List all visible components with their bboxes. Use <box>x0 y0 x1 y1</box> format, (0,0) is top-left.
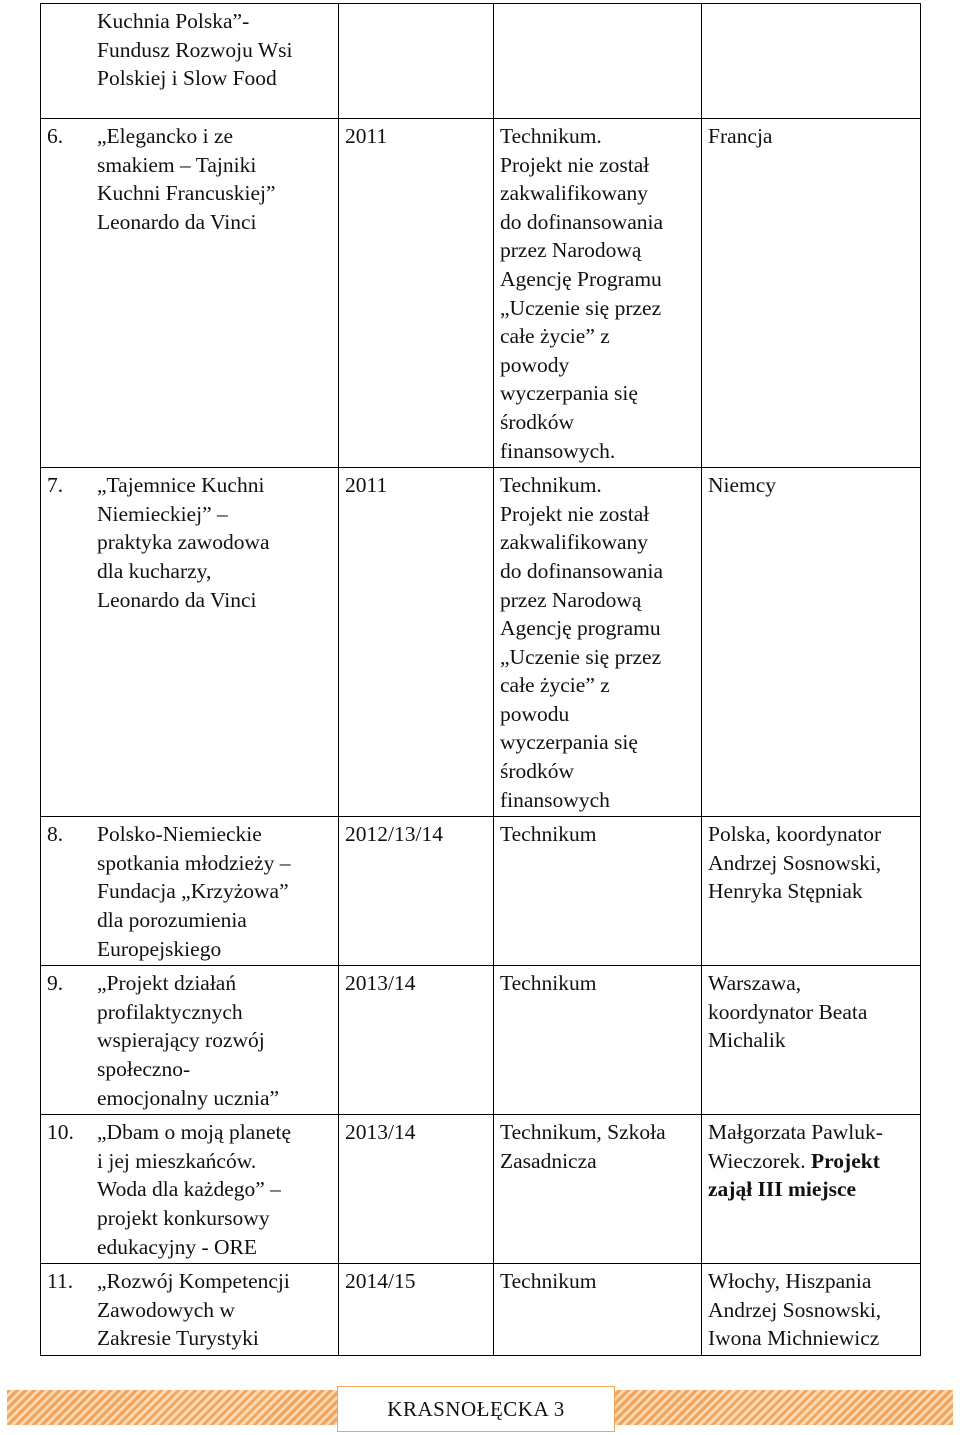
partner-cell: Warszawa, koordynator Beata Michalik <box>702 966 921 1115</box>
title-line: Woda dla każdego” – <box>97 1177 281 1202</box>
table-row <box>41 468 921 817</box>
title-line: Kuchni Francuskiej” <box>97 181 276 206</box>
title-line: Polsko-Niemieckie <box>97 822 262 847</box>
title-line: smakiem – Tajniki <box>97 152 257 177</box>
partner-cell: Małgorzata Pawluk- Wieczorek. Projekt zajął III miejsce <box>702 1115 921 1264</box>
title-line: Europejskiego <box>97 936 222 961</box>
table-row <box>41 119 921 468</box>
partner-cell: Niemcy <box>702 468 921 817</box>
title-line: dla porozumienia <box>97 908 247 933</box>
table-row <box>41 817 921 966</box>
year-cell: 2011 <box>339 468 494 817</box>
title-line: praktyka zawodowa <box>97 530 270 555</box>
project-title-cell <box>41 468 339 817</box>
title-line: Polskiej i Slow Food <box>97 66 277 91</box>
title-line: Leonardo da Vinci <box>97 587 257 612</box>
project-title-cell <box>41 119 339 468</box>
partner-cell: Francja <box>702 119 921 468</box>
title-line: spotkania młodzieży – <box>97 850 291 875</box>
title-line: Fundacja „Krzyżowa” <box>97 879 289 904</box>
school-cell: Technikum. Projekt nie został zakwalifikowany do dofinansowania przez Narodową Agencję programu „Uczenie się przez całe życie” z powodu wyczerpania się środków finansowych <box>494 468 702 817</box>
row-number: 10. <box>47 1120 74 1145</box>
title-line: „Elegancko i ze <box>97 124 234 148</box>
title-line: edukacyjny - ORE <box>97 1234 258 1259</box>
title-line: społeczno- <box>97 1057 191 1081</box>
title-line: Zawodowych w <box>97 1297 235 1322</box>
award-note: Projekt <box>811 1148 880 1173</box>
row-number <box>47 7 97 93</box>
title-line: Niemieckiej” – <box>97 501 228 526</box>
row-number: 8. <box>47 822 64 847</box>
table-row <box>41 4 921 119</box>
title-line: Zakresie Turystyki <box>97 1326 259 1351</box>
title-line: emocjonalny ucznia” <box>97 1085 280 1110</box>
title-line: „Projekt działań <box>97 971 237 996</box>
title-line: i jej mieszkańców. <box>97 1148 257 1173</box>
footer-address-label <box>337 1386 615 1432</box>
project-title-cell <box>41 966 339 1115</box>
table-row <box>41 966 921 1115</box>
school-cell: Technikum. Projekt nie został zakwalifikowany do dofinansowania przez Narodową Agencję Programu „Uczenie się przez całe życie” z powody wyczerpania się środków finansowych. <box>494 119 702 468</box>
title-line: projekt konkursowy <box>97 1205 270 1230</box>
title-line: Kuchnia Polska”- <box>97 9 250 33</box>
table-row <box>41 1115 921 1264</box>
projects-table <box>40 3 921 1356</box>
school-cell <box>494 4 702 119</box>
row-number: 7. <box>47 473 64 498</box>
table-row <box>41 1264 921 1356</box>
title-line: dla kucharzy, <box>97 558 212 583</box>
title-line: „Rozwój Kompetencji <box>97 1269 290 1294</box>
partner-cell: Włochy, Hiszpania Andrzej Sosnowski, Iwona Michniewicz <box>702 1264 921 1356</box>
title-line: profilaktycznych <box>97 999 243 1024</box>
project-title-cell <box>41 1115 339 1264</box>
year-cell: 2014/15 <box>339 1264 494 1356</box>
project-title-cell <box>41 4 339 119</box>
title-line: „Tajemnice Kuchni <box>97 473 265 498</box>
year-cell <box>339 4 494 119</box>
project-title-cell <box>41 1264 339 1356</box>
title-line: Leonardo da Vinci <box>97 209 257 234</box>
year-cell: 2013/14 <box>339 966 494 1115</box>
award-note: zajął III miejsce <box>708 1177 857 1202</box>
title-line: wspierający rozwój <box>97 1028 265 1053</box>
row-number: 6. <box>47 124 64 148</box>
school-cell: Technikum <box>494 1264 702 1356</box>
school-cell: Technikum <box>494 966 702 1115</box>
row-number: 11. <box>47 1269 74 1294</box>
partner-cell: Polska, koordynator Andrzej Sosnowski, Henryka Stępniak <box>702 817 921 966</box>
partner-cell <box>702 4 921 119</box>
title-line: „Dbam o moją planetę <box>97 1120 292 1145</box>
row-number: 9. <box>47 971 64 996</box>
project-title-cell <box>41 817 339 966</box>
footer-text: KRASNOŁĘCKA 3 <box>387 1396 565 1421</box>
year-cell: 2011 <box>339 119 494 468</box>
title-line: Fundusz Rozwoju Wsi <box>97 37 293 62</box>
school-cell: Technikum, Szkoła Zasadnicza <box>494 1115 702 1264</box>
year-cell: 2012/13/14 <box>339 817 494 966</box>
year-cell: 2013/14 <box>339 1115 494 1264</box>
school-cell: Technikum <box>494 817 702 966</box>
